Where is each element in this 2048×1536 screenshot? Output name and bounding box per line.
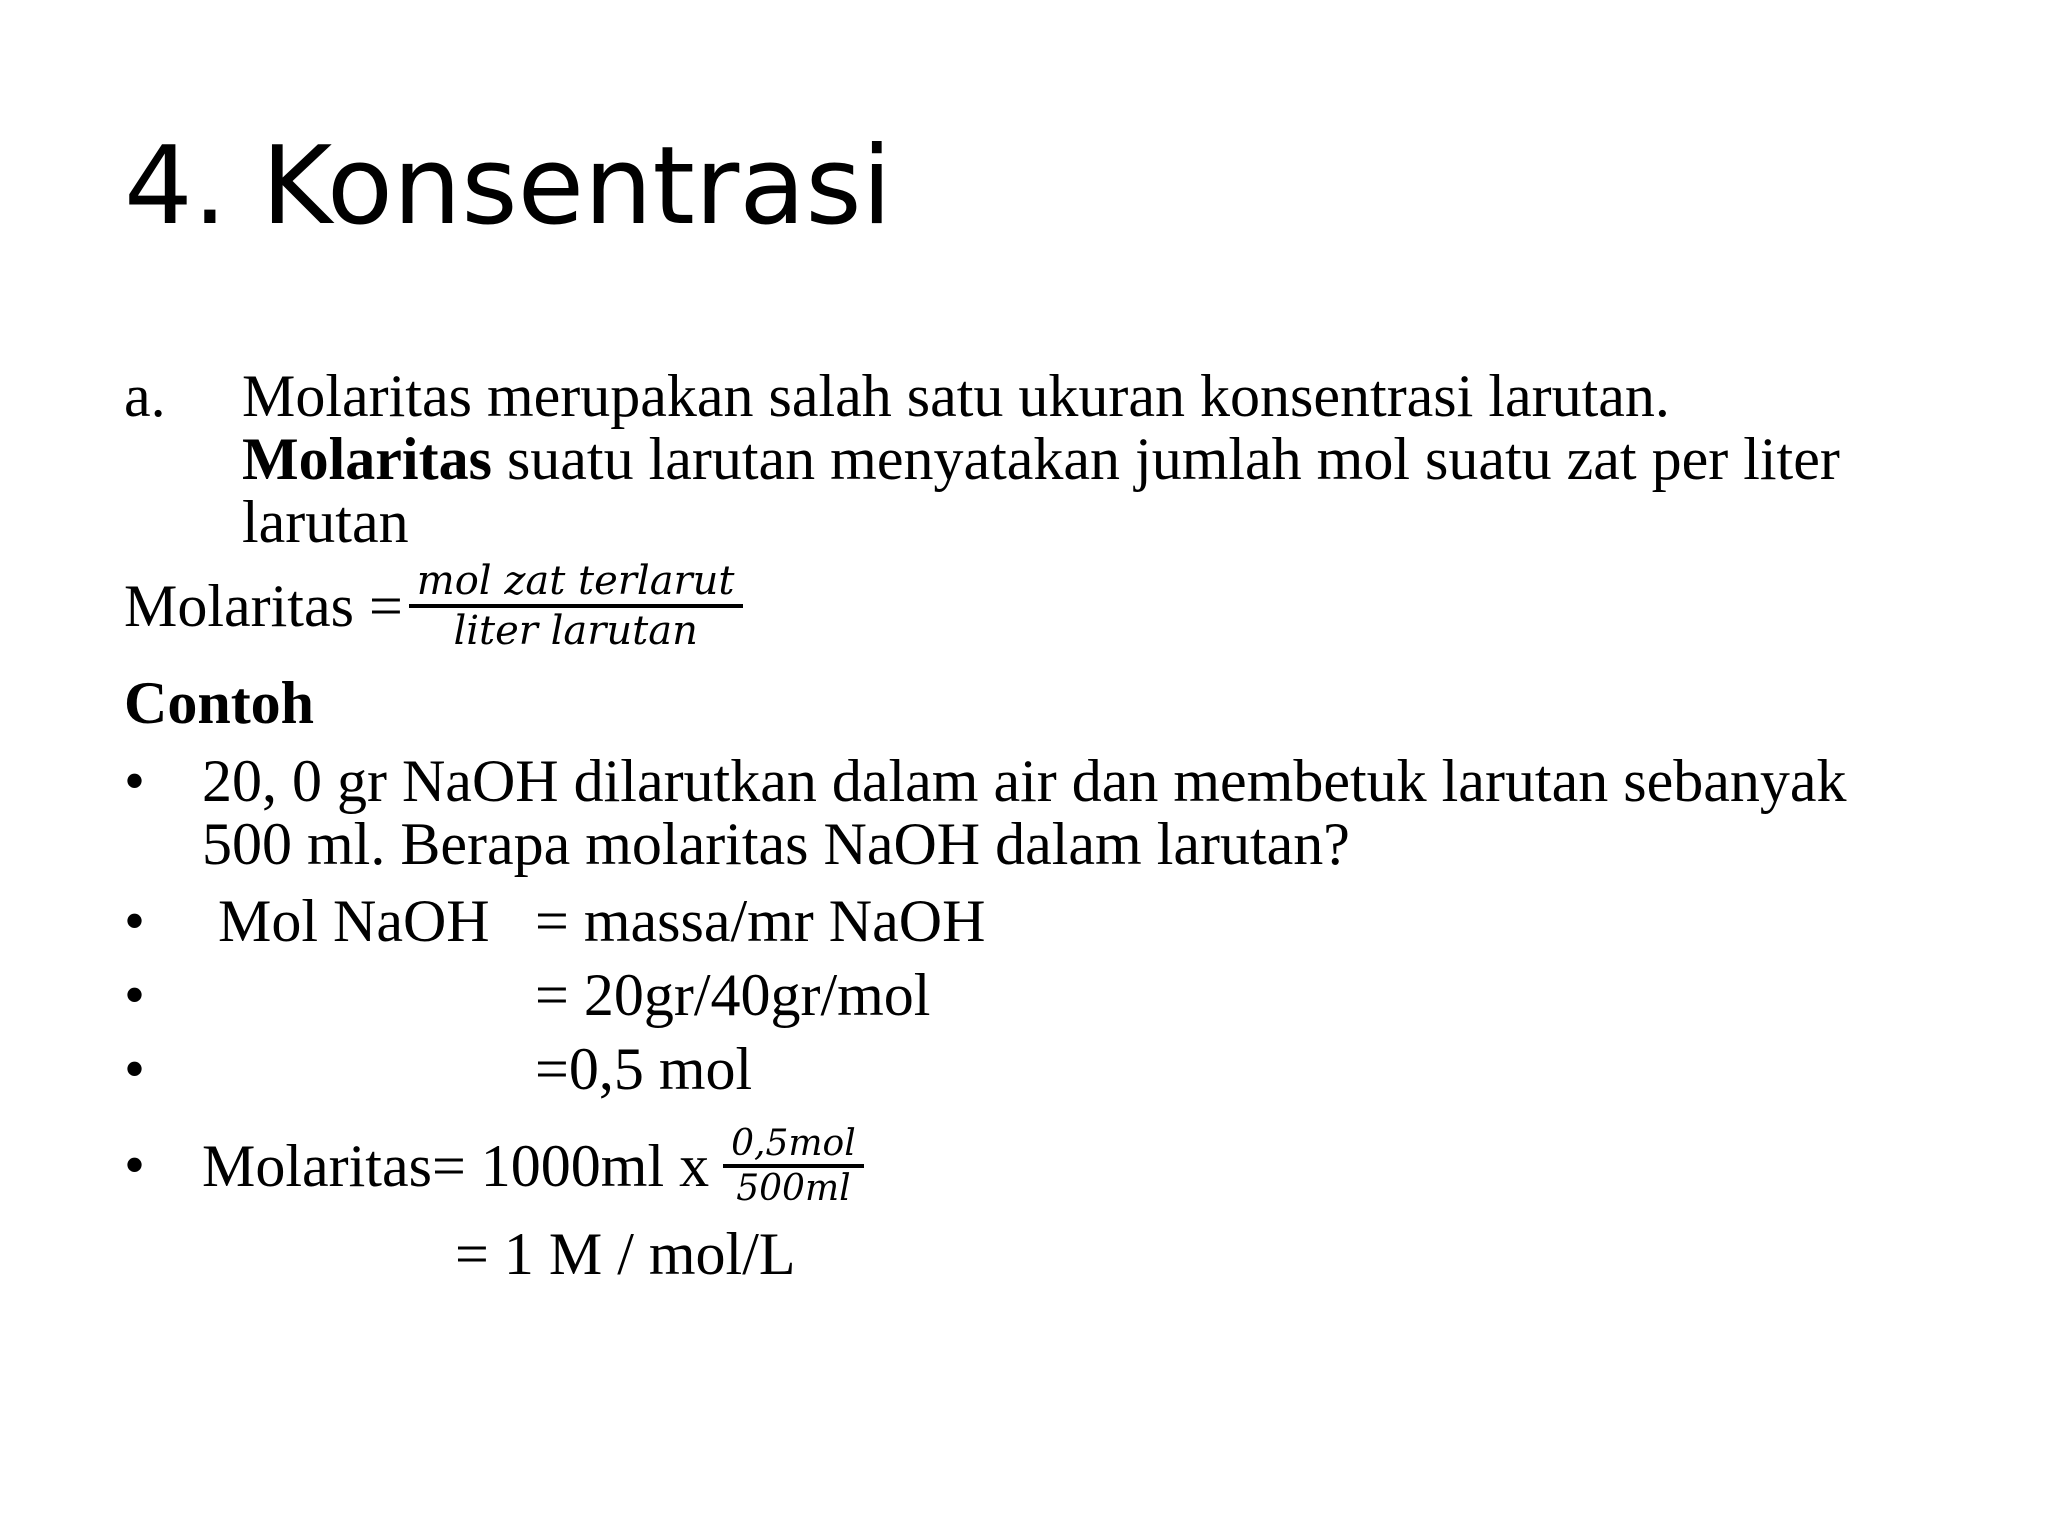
example-heading-text: Contoh [124,670,315,736]
molaritas-calc [202,1108,864,1224]
formula-fraction [409,558,743,654]
molaritas-bold-term: Molaritas [242,426,492,492]
step-1: = massa/mr NaOH [535,888,986,954]
slide-title: 4. Konsentrasi [124,124,892,249]
bullet-5: • [124,1132,146,1198]
step-3: =0,5 mol [535,1036,753,1102]
molaritas-result: = 1 M / mol/L [455,1221,796,1287]
example-problem-line2: 500 ml. Berapa molaritas NaOH dalam larutan? [202,811,1350,877]
step-2: = 20gr/40gr/mol [535,962,931,1028]
mol-naoh-label: Mol NaOH [218,888,490,954]
molaritas-calc-lhs: Molaritas= 1000ml x [202,1132,710,1199]
formula-lhs: Molaritas = [124,572,403,639]
calc-numerator: 0,5mol [723,1123,864,1168]
calc-fraction [723,1123,864,1210]
example-problem [202,750,1846,876]
example-problem-line1: 20, 0 gr NaOH dilarutkan dalam air dan membetuk larutan sebanyak [202,748,1847,814]
formula-denominator: liter larutan [453,608,698,654]
item-a-line2-rest: suatu larutan menyatakan jumlah mol suatu zat per liter [491,426,1840,492]
item-a-line2 [242,428,1962,491]
bullet-1: • [124,748,146,814]
bullet-2: • [124,888,146,954]
bullet-3: • [124,962,146,1028]
item-a-marker: a. [124,363,166,429]
bullet-4: • [124,1036,146,1102]
example-heading [124,672,314,735]
molaritas-formula [124,558,743,654]
item-a-line1: Molaritas merupakan salah satu ukuran konsentrasi larutan. [242,363,1670,429]
item-a-line3: larutan [242,489,409,555]
item-a-text [242,365,1962,554]
calc-denominator: 500ml [736,1168,851,1209]
formula-numerator: mol zat terlarut [409,558,743,608]
